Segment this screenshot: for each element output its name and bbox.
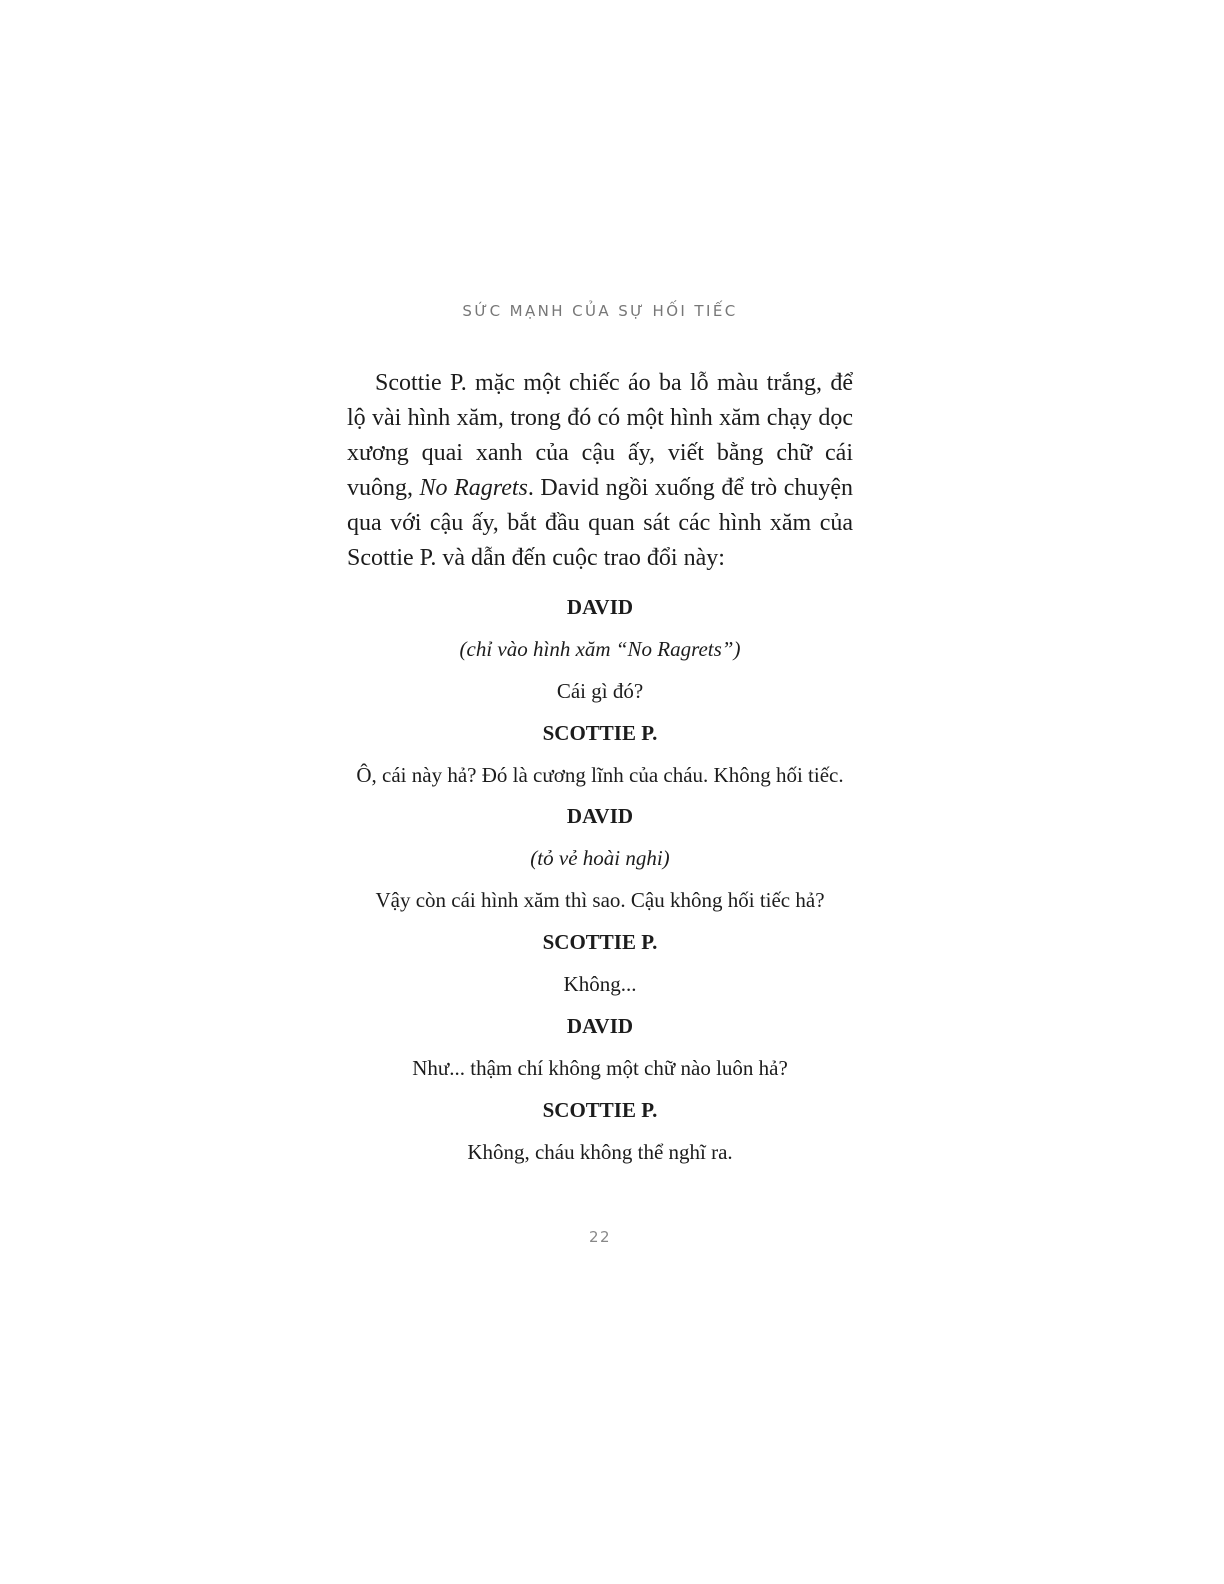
script-dialogue bbox=[300, 592, 900, 1178]
tattoo-text-italic: No Ragrets bbox=[419, 475, 528, 501]
dialogue-line: Ô, cái này hả? Đó là cương lĩnh của cháu. Không hối tiếc. bbox=[356, 762, 844, 787]
dialogue-line: Vậy còn cái hình xăm thì sao. Cậu không hối tiếc hả? bbox=[375, 888, 825, 913]
stage-direction: (chỉ vào hình xăm “No Ragrets”) bbox=[459, 636, 741, 661]
speaker-name: DAVID bbox=[566, 804, 634, 829]
dialogue-line: Không, cháu không thể nghĩ ra. bbox=[467, 1139, 733, 1164]
speaker-name: SCOTTIE P. bbox=[542, 1097, 658, 1122]
stage-direction: (tỏ vẻ hoài nghi) bbox=[530, 846, 670, 871]
speaker-name: DAVID bbox=[566, 595, 634, 619]
body-paragraph bbox=[347, 366, 853, 576]
speaker-name: SCOTTIE P. bbox=[542, 720, 658, 745]
dialogue-line: Cái gì đó? bbox=[556, 678, 644, 703]
paragraph-text-start: Scottie P. mặc một chiếc áo ba lỗ màu trắng, để lộ vài hình xăm, trong đó có một hình xăm chạy dọc xương quai xanh của cậu ấy, viết bằng chữ cái vuông, bbox=[347, 370, 853, 501]
page-number: 22 bbox=[588, 1228, 612, 1246]
speaker-name: SCOTTIE P. bbox=[542, 930, 658, 955]
running-header: SỨC MẠNH CỦA SỰ HỐI TIẾC bbox=[462, 302, 738, 320]
dialogue-line: Như... thậm chí không một chữ nào luôn hả? bbox=[412, 1055, 788, 1080]
paragraph-text-end: . David ngồi xuống để trò chuyện qua với cậu ấy, bắt đầu quan sát các hình xăm của Scottie P. và dẫn đến cuộc trao đổi này: bbox=[347, 475, 854, 571]
speaker-name: DAVID bbox=[566, 1013, 634, 1038]
dialogue-line: Không... bbox=[563, 972, 637, 997]
